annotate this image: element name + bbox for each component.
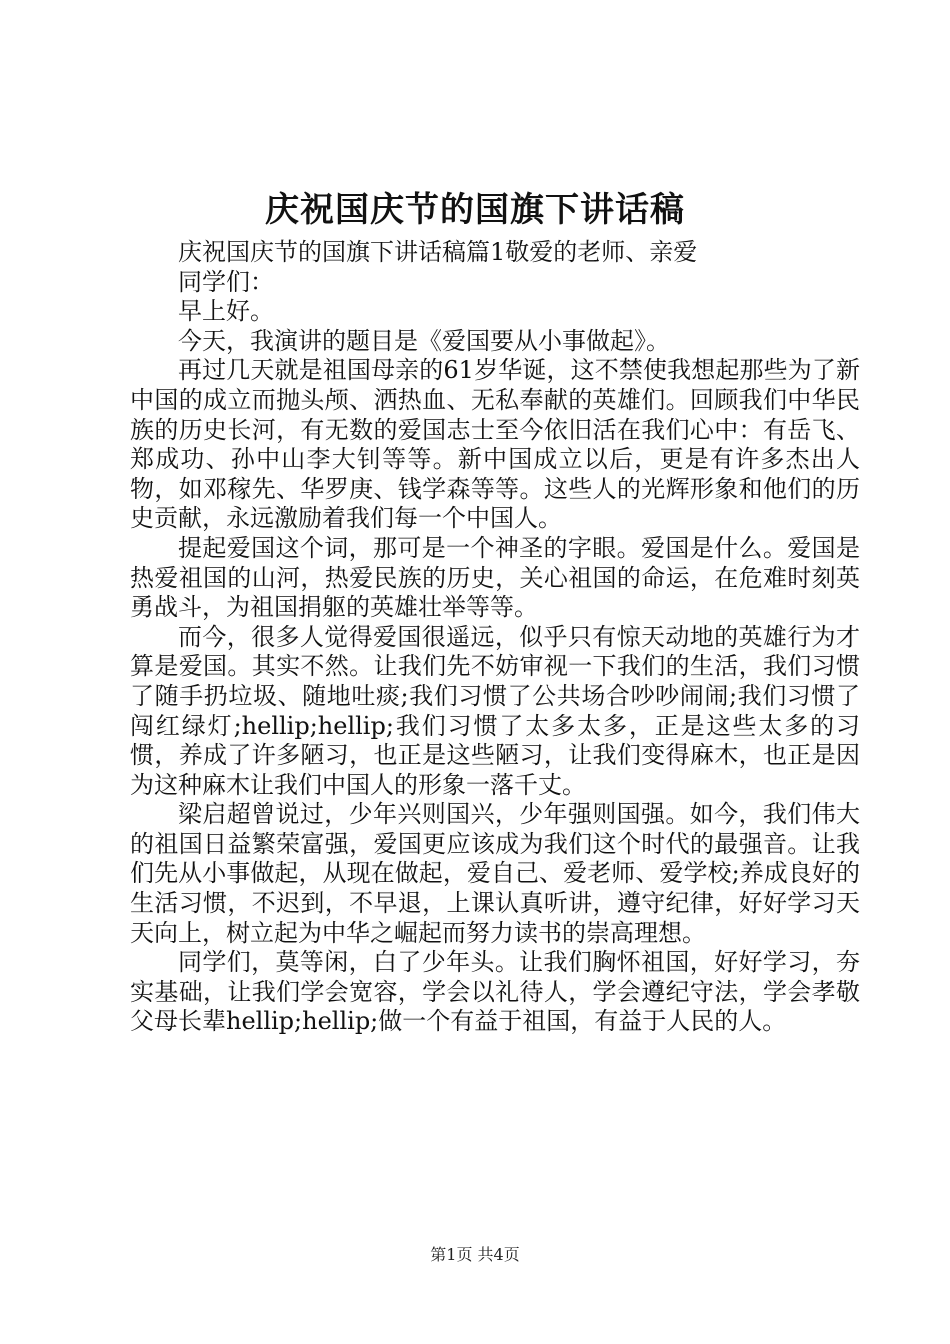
paragraph: 提起爱国这个词，那可是一个神圣的字眼。爱国是什么。爱国是热爱祖国的山河，热爱民族的历史，关心祖国的命运，在危难时刻英勇战斗，为祖国捐躯的英雄壮举等等。 [130,533,860,622]
paragraph: 早上好。 [178,297,274,326]
document-body [130,238,860,1037]
paragraph: 同学们： [178,267,274,296]
paragraph: 再过几天就是祖国母亲的61岁华诞，这不禁使我想起那些为了新中国的成立而抛头颅、洒热血、无私奉献的英雄们。回顾我们中华民族的历史长河，有无数的爱国志士至今依旧活在我们心中：有岳飞、郑成功、孙中山李大钊等等。新中国成立以后，更是有许多杰出人物，如邓稼先、华罗庚、钱学森等等。这些人的光辉形象和他们的历史贡献，永远激励着我们每一个中国人。 [130,356,860,533]
document-title: 庆祝国庆节的国旗下讲话稿 [265,190,685,230]
paragraph: 而今，很多人觉得爱国很遥远，似乎只有惊天动地的英雄行为才算是爱国。其实不然。让我们先不妨审视一下我们的生活，我们习惯了随手扔垃圾、随地吐痰;我们习惯了公共场合吵吵闹闹;我们习惯了闯红绿灯;hellip;hellip;我们习惯了太多太多，正是这些太多的习惯，养成了许多陋习，也正是这些陋习，让我们变得麻木，也正是因为这种麻木让我们中国人的形象一落千丈。 [130,622,860,799]
paragraph: 庆祝国庆节的国旗下讲话稿篇1敬爱的老师、亲爱 [178,238,698,266]
page-footer: 第1页 共4页 [430,1245,520,1264]
paragraph: 今天，我演讲的题目是《爱国要从小事做起》。 [178,326,670,355]
paragraph: 同学们，莫等闲，白了少年头。让我们胸怀祖国，好好学习，夯实基础，让我们学会宽容，学会以礼待人，学会遵纪守法，学会孝敬父母长辈hellip;hellip;做一个有益于祖国，有益于人民的人。 [130,948,860,1036]
paragraph: 梁启超曾说过，少年兴则国兴，少年强则国强。如今，我们伟大的祖国日益繁荣富强，爱国更应该成为我们这个时代的最强音。让我们先从小事做起，从现在做起，爱自己、爱老师、爱学校;养成良好的生活习惯，不迟到，不早退，上课认真听讲，遵守纪律，好好学习天天向上，树立起为中华之崛起而努力读书的崇高理想。 [130,800,860,947]
